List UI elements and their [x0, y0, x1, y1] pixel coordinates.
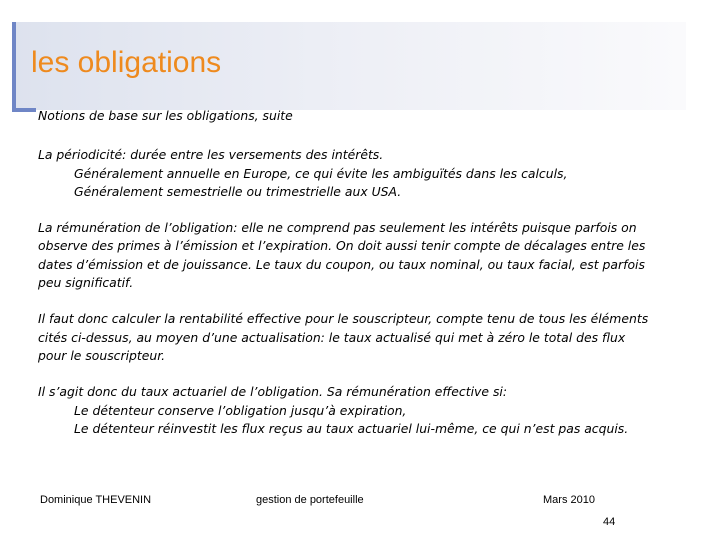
- page-number: 44: [603, 516, 616, 528]
- footer-author: Dominique THEVENIN: [40, 494, 152, 506]
- remuneration-paragraph: [38, 219, 678, 292]
- paragraph-line: Il faut donc calculer la rentabilité effective pour le souscripteur, compte tenu de tous les éléments: [38, 311, 649, 327]
- actuarial-condition: Le détenteur réinvestit les flux reçus au taux actuariel lui-même, ce qui n’est pas acquis.: [74, 420, 629, 436]
- footer-course: gestion de portefeuille: [256, 494, 364, 506]
- actuarial-condition: Le détenteur conserve l’obligation jusqu’à expiration,: [74, 402, 407, 418]
- periodicity-detail: Généralement semestrielle ou trimestrielle aux USA.: [74, 183, 402, 199]
- slide-body: [38, 107, 678, 438]
- paragraph-line: observe des primes à l’émission et l’expiration. On doit aussi tenir compte de décalages entre les: [38, 238, 646, 254]
- paragraph-line: peu significatif.: [38, 275, 134, 291]
- paragraph-line: La rémunération de l’obligation: elle ne comprend pas seulement les intérêts puisque parfois on: [38, 220, 637, 236]
- footer-date: Mars 2010: [543, 494, 595, 506]
- paragraph-line: dates d’émission et de jouissance. Le taux du coupon, ou taux nominal, ou taux facial, est parfois: [38, 256, 645, 272]
- periodicity-line: La périodicité: durée entre les versements des intérêts.: [38, 147, 384, 163]
- paragraph-line: cités ci-dessus, au moyen d’une actualisation: le taux actualisé qui met à zéro le total des flux: [38, 329, 626, 345]
- periodicity-detail: Généralement annuelle en Europe, ce qui évite les ambiguïtés dans les calculs,: [74, 165, 568, 181]
- paragraph-line: pour le souscripteur.: [38, 347, 166, 363]
- actuarial-line: Il s’agit donc du taux actuariel de l’obligation. Sa rémunération effective si:: [38, 384, 508, 400]
- calculation-paragraph: [38, 310, 678, 365]
- slide-subtitle: Notions de base sur les obligations, suite: [38, 108, 293, 123]
- title-accent-bar-horizontal: [12, 108, 36, 112]
- title-accent-bar-vertical: [12, 22, 16, 112]
- slide-title: les obligations: [31, 46, 222, 79]
